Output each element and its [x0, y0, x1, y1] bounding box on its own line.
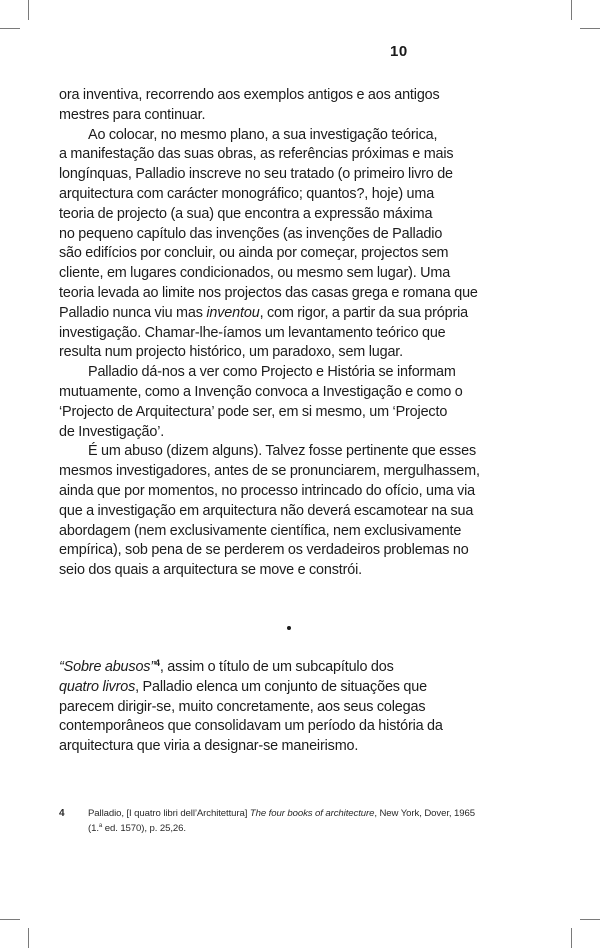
text-line	[59, 678, 499, 698]
page-number: 10	[390, 43, 408, 60]
crop-mark-top-right-horizontal	[580, 28, 600, 29]
text-run: , assim o título de um subcapítulo dos	[159, 659, 394, 675]
ordinal-indicator: a	[98, 823, 103, 829]
text-line: no pequeno capítulo das invenções (as invenções de Palladio	[59, 225, 443, 242]
section-divider-bullet	[287, 626, 291, 630]
text-line: de Investigação’.	[59, 423, 165, 440]
text-line	[59, 304, 499, 324]
paragraph-continuation	[59, 86, 499, 126]
italic-book-title: quatro livros	[59, 678, 136, 695]
text-line: seio dos quais a arquitectura se move e constrói.	[59, 562, 363, 579]
text-line: ainda que por momentos, no processo intrincado do ofício, uma via	[59, 482, 476, 499]
section-sobre-abusos	[59, 658, 499, 757]
italic-title: “Sobre abusos”	[59, 659, 155, 675]
text-line: cliente, em lugares condicionados, ou mesmo sem lugar). Uma	[59, 265, 451, 282]
text-line: contemporâneos que consolidavam um período da história da	[59, 718, 443, 735]
footnote-number: 4	[59, 808, 65, 819]
crop-mark-bottom-left-horizontal	[0, 919, 20, 920]
footnote	[59, 806, 539, 836]
crop-mark-top-left-vertical	[28, 0, 29, 20]
text-line: parecem dirigir-se, muito concretamente, aos seus colegas	[59, 698, 426, 715]
text-line: É um abuso (dizem alguns). Talvez fosse pertinente que esses	[88, 443, 476, 460]
crop-mark-top-left-horizontal	[0, 28, 20, 29]
text-line: que a investigação em arquitectura não deverá escamotear na sua	[59, 502, 474, 519]
paragraph-abuse	[59, 442, 499, 581]
italic-book-title: The four books of architecture	[249, 808, 375, 819]
text-line: teoria levada ao limite nos projectos das casas grega e romana que	[59, 284, 478, 301]
footnote-line	[88, 806, 539, 821]
text-line: investigação. Chamar-lhe-íamos um levantamento teórico que	[59, 324, 446, 341]
text-line: ‘Projecto de Arquitectura’ pode ser, em si mesmo, um ‘Projecto	[59, 403, 448, 420]
text-run: , Palladio elenca um conjunto de situações que	[135, 678, 427, 695]
text-line: mesmos investigadores, antes de se pronunciarem, mergulhassem,	[59, 463, 480, 480]
text-line: são edifícios por concluir, ou ainda por começar, projectos sem	[59, 245, 449, 262]
text-line: Ao colocar, no mesmo plano, a sua investigação teórica,	[88, 126, 438, 143]
crop-mark-bottom-right-horizontal	[580, 919, 600, 920]
text-line: arquitectura com carácter monográfico; quantos?, hoje) uma	[59, 185, 435, 202]
paragraph-project-history	[59, 363, 499, 442]
text-line: resulta num projecto histórico, um paradoxo, sem lugar.	[59, 344, 403, 361]
text-line: abordagem (nem exclusivamente científica, nem exclusivamente	[59, 522, 462, 539]
crop-mark-bottom-left-vertical	[28, 928, 29, 948]
text-line: empírica), sob pena de se perderem os verdadeiros problemas no	[59, 542, 469, 559]
text-line: teoria de projecto (a sua) que encontra a expressão máxima	[59, 205, 433, 222]
crop-mark-bottom-right-vertical	[571, 928, 572, 948]
text-line: ora inventiva, recorrendo aos exemplos antigos e aos antigos	[59, 87, 440, 103]
text-line	[59, 658, 499, 678]
text-line: mutuamente, como a Invenção convoca a Investigação e como o	[59, 383, 463, 400]
text-line: mestres para continuar.	[59, 106, 206, 123]
crop-mark-top-right-vertical	[571, 0, 572, 20]
text-run: Palladio nunca viu mas	[59, 304, 207, 321]
body-text	[59, 86, 499, 581]
text-run: Palladio, [I quatro libri dell’Architettura]	[88, 808, 250, 819]
paragraph-palladio-theory	[59, 126, 499, 364]
text-run: ed. 1570), p. 25,26.	[102, 823, 186, 834]
text-run: , com rigor, a partir da sua própria	[259, 304, 469, 321]
text-line: Palladio dá-nos a ver como Projecto e História se informam	[88, 364, 456, 381]
text-line: a manifestação das suas obras, as referências próximas e mais	[59, 146, 454, 163]
footnote-body	[88, 806, 539, 836]
text-run: , New York, Dover, 1965	[374, 808, 475, 819]
text-run: (1.	[88, 823, 99, 834]
footnote-reference[interactable]: 4	[155, 658, 160, 668]
text-line: arquitectura que viria a designar-se maneirismo.	[59, 738, 359, 755]
text-line: longínquas, Palladio inscreve no seu tratado (o primeiro livro de	[59, 166, 453, 183]
footnote-line	[88, 821, 539, 836]
italic-emphasis: inventou	[206, 304, 260, 321]
